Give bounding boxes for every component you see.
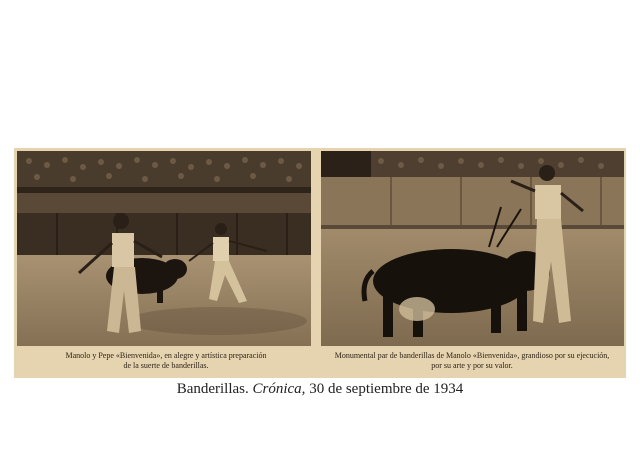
right-caption-line-1: Monumental par de banderillas de Manolo «Bienvenida», grandioso por su ejecución, [334,351,610,360]
photo-right-banderillas-placed [321,151,624,346]
left-caption-line-1: Manolo y Pepe «Bienvenida», en alegre y artística preparación [65,351,267,360]
credit-publication: Crónica, [252,381,306,397]
left-photo-caption [34,351,298,371]
credit-date: 30 de septiembre de 1934 [305,381,464,397]
photo-left-banderilla-preparation [17,151,311,346]
credit-title: Banderillas. [176,381,253,397]
newspaper-clipping [14,148,626,378]
right-photo-caption [320,351,624,371]
source-credit [0,381,640,398]
left-caption-line-2: de la suerte de banderillas. [123,361,209,370]
right-caption-line-2: por su arte y por su valor. [431,361,513,370]
